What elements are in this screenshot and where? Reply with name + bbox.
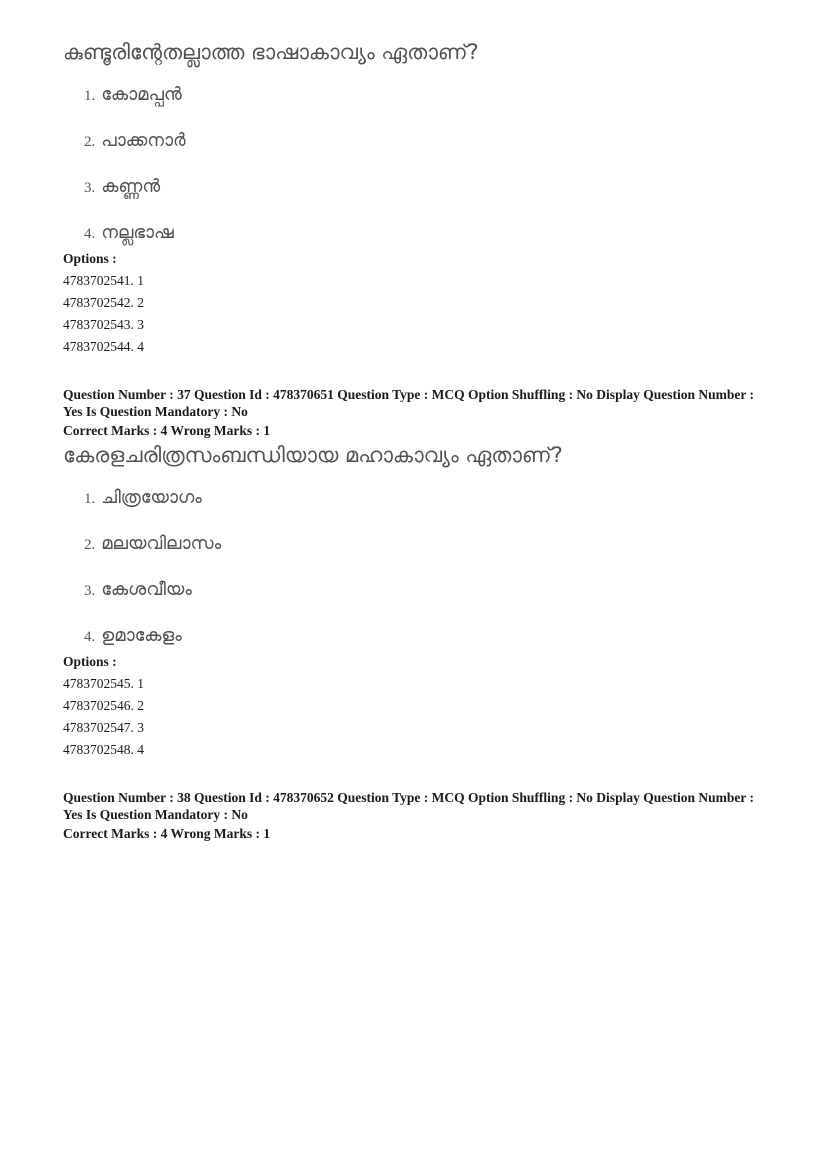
option-id: 4783702546. 2 <box>63 698 144 713</box>
answer-choice <box>84 625 182 646</box>
choice-text: കോമപ്പൻ <box>101 84 182 105</box>
choice-number: 2. <box>84 134 96 150</box>
question-meta: Question Number : 37 Question Id : 478370651 Question Type : MCQ Option Shuffling : No Display Question Number : Yes Is Question Mandatory : No <box>63 387 754 419</box>
choice-number: 4. <box>84 629 96 645</box>
option-id: 4783702544. 4 <box>63 339 144 354</box>
choice-text: നല്ലഭാഷ <box>101 222 174 243</box>
choice-text: മലയവിലാസം <box>101 533 222 554</box>
choice-number: 1. <box>84 491 96 507</box>
options-label: Options : <box>63 251 117 266</box>
option-id: 4783702543. 3 <box>63 317 144 332</box>
option-id: 4783702545. 1 <box>63 676 144 691</box>
answer-choice <box>84 130 186 151</box>
choice-text: പാക്കനാർ <box>101 130 186 151</box>
options-label: Options : <box>63 654 117 669</box>
answer-choice <box>84 84 182 105</box>
choice-text: കേശവീയം <box>101 579 192 600</box>
option-id: 4783702541. 1 <box>63 273 144 288</box>
choice-number: 3. <box>84 180 96 196</box>
question-meta: Question Number : 38 Question Id : 478370652 Question Type : MCQ Option Shuffling : No Display Question Number : Yes Is Question Mandatory : No <box>63 790 754 822</box>
answer-choice <box>84 533 221 554</box>
answer-choice <box>84 579 192 600</box>
choice-number: 1. <box>84 88 96 104</box>
question-marks: Correct Marks : 4 Wrong Marks : 1 <box>63 423 271 438</box>
choice-text: ഉമാകേളം <box>101 625 182 646</box>
choice-number: 3. <box>84 583 96 599</box>
option-id: 4783702542. 2 <box>63 295 144 310</box>
question-text: കുണ്ടൂരിന്റേതല്ലാത്ത ഭാഷാകാവ്യം ഏതാണ്? <box>63 40 479 64</box>
answer-choice <box>84 176 160 197</box>
choice-number: 2. <box>84 537 96 553</box>
choice-text: ചിത്രയോഗം <box>101 487 202 508</box>
choice-number: 4. <box>84 226 96 242</box>
choice-text: കണ്ണൻ <box>101 176 161 197</box>
option-id: 4783702548. 4 <box>63 742 144 757</box>
answer-choice <box>84 487 202 508</box>
question-text: കേരളചരിത്രസംബന്ധിയായ മഹാകാവ്യം ഏതാണ്? <box>63 443 563 467</box>
question-marks: Correct Marks : 4 Wrong Marks : 1 <box>63 826 271 841</box>
option-id: 4783702547. 3 <box>63 720 144 735</box>
answer-choice <box>84 222 174 243</box>
